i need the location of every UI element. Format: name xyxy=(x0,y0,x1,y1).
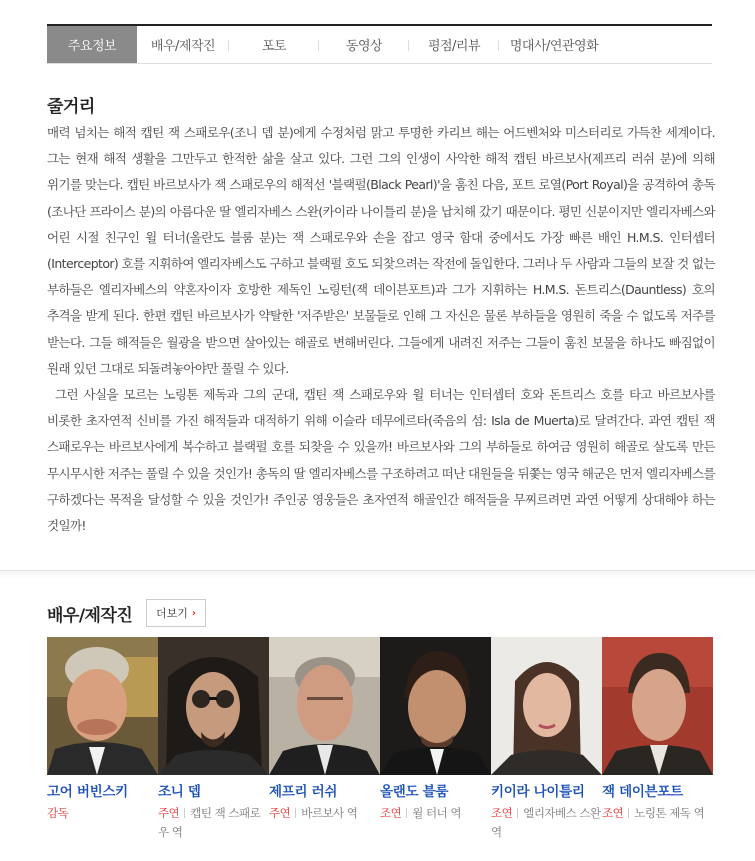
cast-role-line xyxy=(602,804,713,823)
cast-card[interactable] xyxy=(602,637,713,842)
tab-label: 주요정보 xyxy=(67,39,117,54)
cast-role: 조연 xyxy=(491,806,513,820)
cast-photo[interactable] xyxy=(491,637,602,775)
tab-main-info[interactable] xyxy=(47,26,137,63)
cast-role-line xyxy=(380,804,491,823)
tab-bar xyxy=(47,24,712,64)
cast-role: 주연 xyxy=(269,806,291,820)
tab-label: 동영상 xyxy=(345,39,383,54)
synopsis-paragraph: 그런 사실을 모르는 노링톤 제독과 그의 군대, 캡틴 잭 스패로우와 윌 터너는 인터셉터 호와 돈트리스 호를 타고 바르보사를 비롯한 초자연적 신비를 가진 해적들과 대적하기 위해 이슬라 데무에르타(죽음의 섬: Isla de Muerta)로 달려간다. 과연 캡틴 잭 스패로우는 바르보사에게 복수하고 블랙펄 호를 되찾을 수 있을까! 바르보사와 그의 부하들로 하여금 영원히 해골로 살도록 만든 무시무시한 저주는 풀릴 수 있을 것인가! 총독의 딸 엘리자베스를 구조하려고 떠난 대원들을 뒤쫓는 영국 해군은 먼저 엘리자베스를 구하겠다는 목적을 달성할 수 있을 것인가! 주인공 영웅들은 초자연적 해골인간 해적들을 무찌르려면 과연 어떻게 상대해야 하는 것일까! xyxy=(47,387,715,534)
cast-photo[interactable] xyxy=(158,637,269,775)
tab-label: 포토 xyxy=(261,39,287,54)
tab-photo[interactable] xyxy=(229,26,319,63)
section-divider xyxy=(0,570,755,578)
role-separator xyxy=(184,808,185,818)
cast-role: 주연 xyxy=(158,806,180,820)
cast-photo[interactable] xyxy=(47,637,158,775)
chevron-right-icon: › xyxy=(191,607,197,619)
cast-role: 감독 xyxy=(47,806,69,820)
cast-character: 캡틴 잭 스패로우 역 xyxy=(158,806,261,839)
cast-list xyxy=(47,637,713,842)
cast-card[interactable] xyxy=(47,637,158,842)
synopsis-paragraph: 매력 넘치는 해적 캡틴 잭 스패로우(조니 뎁 분)에게 수정처럼 맑고 투명한 카리브 해는 어드벤처와 미스터리로 가득찬 세계이다. 그는 현재 해적 생활을 그만두고 한적한 삶을 살고 있다. 그런 그의 인생이 사악한 해적 캡틴 바르보사(제프리 러쉬 분)에 의해 위기를 맞는다. 캡틴 바르보사가 잭 스패로우의 해적선 '블랙펄(Black Pearl)'을 훔친 다음, 포트 로열(Port Royal)을 공격하여 총독(조나단 프라이스 분)의 아름다운 딸 엘리자베스 스완(카이라 나이틀리 분)을 납치해 갔기 때문이다. 평민 신분이지만 엘리자베스와 어린 시절 친구인 윌 터너(올란도 블룸 분)는 잭 스패로우와 손을 잡고 영국 함대 중에서도 가장 빠른 배인 H.M.S. 인터셉터(Interceptor) 호를 지휘하여 엘리자베스도 구하고 블랙펄 호도 되찾으려는 작전에 돌입한다. 그러나 두 사람과 그들의 보잘 것 없는 부하들은 엘리자베스의 약혼자이자 호방한 제독인 노링턴(잭 데이븐포트)과 그가 지휘하는 H.M.S. 돈트리스(Dauntless) 호의 추격을 받게 된다. 한편 캡틴 바르보사가 약탈한 '저주받은' 보물들로 인해 그 자신은 물론 부하들을 영원히 죽을 수 없도록 저주를 받는다. 그들 해적들은 월광을 받으면 살아있는 해골로 변해버린다. 그들에게 내려진 저주는 그들이 훔친 보물을 하나도 빠짐없이 원래 있던 그대로 되돌려놓아야만 풀릴 수 있다. xyxy=(47,125,715,376)
portrait-image xyxy=(158,637,269,775)
tab-label: 평점/리뷰 xyxy=(427,39,481,54)
cast-character: 엘리자베스 스완 역 xyxy=(491,806,601,839)
cast-character: 윌 터너 역 xyxy=(412,806,461,820)
cast-card[interactable] xyxy=(269,637,380,842)
cast-role: 조연 xyxy=(380,806,402,820)
tab-rating-review[interactable] xyxy=(409,26,499,63)
role-separator xyxy=(295,808,296,818)
cast-role: 조연 xyxy=(602,806,624,820)
cast-card[interactable] xyxy=(491,637,602,842)
portrait-image xyxy=(269,637,380,775)
cast-card[interactable] xyxy=(158,637,269,842)
cast-character: 노링톤 제독 역 xyxy=(634,806,705,820)
cast-role-line xyxy=(269,804,380,823)
tab-quotes-related[interactable] xyxy=(499,26,609,63)
tab-cast-crew[interactable] xyxy=(137,26,229,63)
cast-role-line xyxy=(158,804,269,842)
cast-photo[interactable] xyxy=(269,637,380,775)
cast-role-line xyxy=(47,804,158,823)
cast-card[interactable] xyxy=(380,637,491,842)
cast-name[interactable]: 조니 뎁 xyxy=(158,784,201,800)
tab-video[interactable] xyxy=(319,26,409,63)
cast-photo[interactable] xyxy=(380,637,491,775)
portrait-image xyxy=(380,637,491,775)
tab-label: 명대사/연관영화 xyxy=(509,39,599,54)
tab-label: 배우/제작진 xyxy=(150,39,216,54)
synopsis-body xyxy=(47,120,715,539)
cast-name[interactable]: 제프리 러쉬 xyxy=(269,784,338,800)
role-separator xyxy=(628,808,629,818)
synopsis-title: 줄거리 xyxy=(47,97,95,117)
cast-name[interactable]: 올랜도 블룸 xyxy=(380,784,449,800)
portrait-image xyxy=(491,637,602,775)
cast-role-line xyxy=(491,804,602,842)
role-separator xyxy=(406,808,407,818)
cast-section-title: 배우/제작진 xyxy=(47,606,133,626)
cast-character: 바르보사 역 xyxy=(301,806,358,820)
role-separator xyxy=(517,808,518,818)
cast-name[interactable]: 고어 버빈스키 xyxy=(47,784,128,800)
more-button[interactable] xyxy=(146,599,206,627)
cast-name[interactable]: 키이라 나이틀리 xyxy=(491,784,585,800)
more-button-label: 더보기 xyxy=(156,607,188,620)
portrait-image xyxy=(602,637,713,775)
portrait-image xyxy=(47,637,158,775)
cast-photo[interactable] xyxy=(602,637,713,775)
cast-name[interactable]: 잭 데이븐포트 xyxy=(602,784,683,800)
